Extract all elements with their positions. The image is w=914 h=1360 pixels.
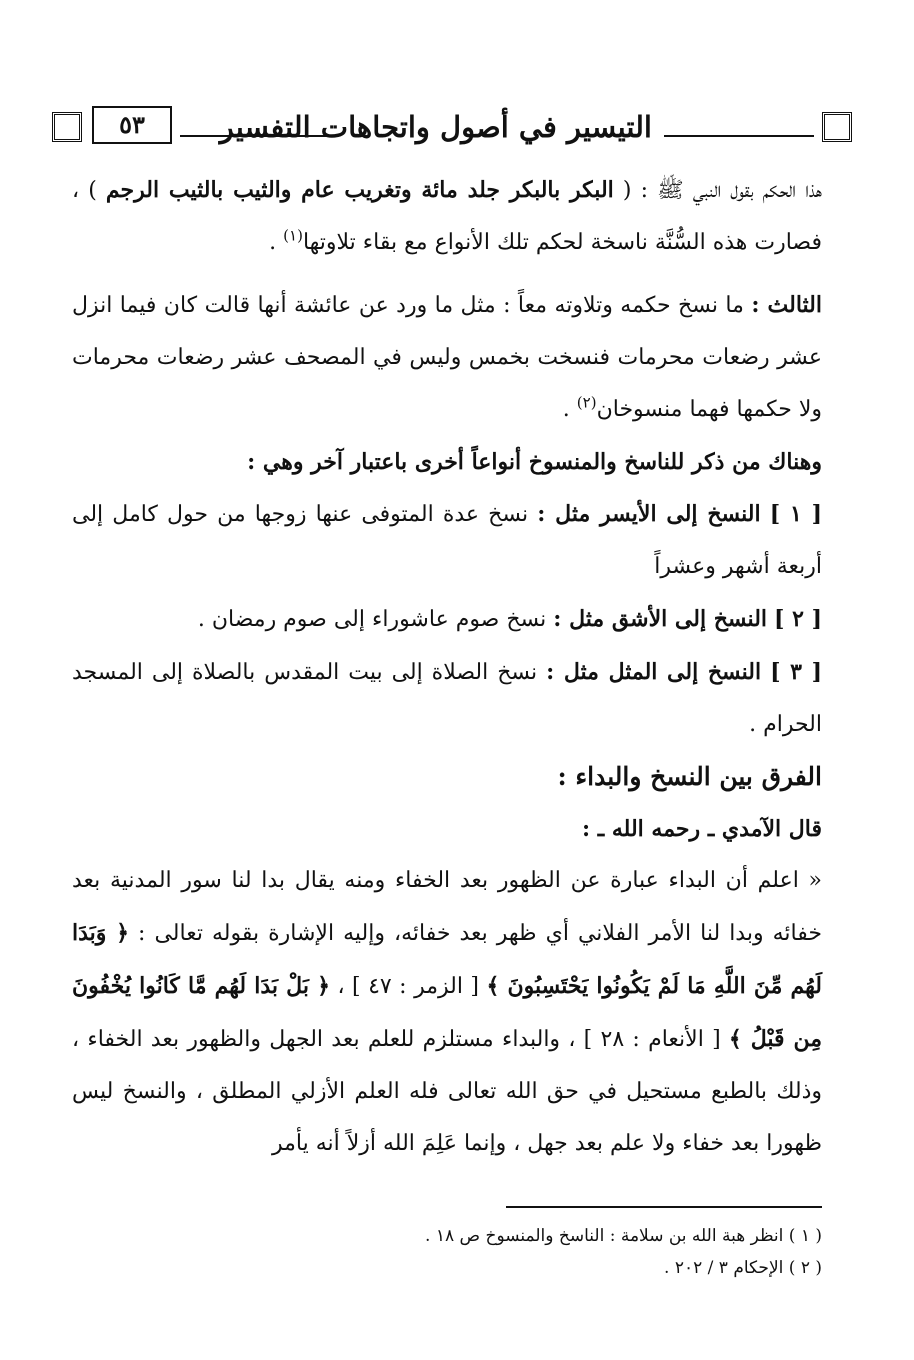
section-heading: الفرق بين النسخ والبداء : (557, 762, 822, 791)
intro-heading: وهناك من ذكر للناسخ والمنسوخ أنواعاً أخرى باعتبار آخر وهي : (247, 449, 822, 475)
list-item-2 (72, 593, 822, 646)
quote-attribution: قال الآمدي ـ رحمه الله ـ : (581, 816, 822, 842)
footnote-separator (506, 1206, 822, 1208)
footnote-1: ( ١ ) انظر هبة الله بن سلامة : الناسخ والمنسوخ ص ١٨ . (425, 1226, 822, 1246)
header-ornament-left (52, 112, 82, 142)
p3-text-b: [ الزمر : ٤٧ ] ، (329, 974, 487, 999)
quran-verse-2: ﴿ بَلْ بَدَا لَهُم مَّا كَانُوا يُخْفُونَ مِن قَبْلُ ﴾ (72, 973, 823, 1052)
page-number: ٥٣ (92, 106, 172, 144)
list-item-3 (72, 646, 822, 751)
footnotes (72, 1220, 822, 1284)
p2-end: . (562, 397, 577, 422)
quran-verse-1: ﴿ وَبَدَا لَهُم مِّنَ اللَّهِ مَا لَمْ يَكُونُوا يَحْتَسِبُونَ ﴾ (72, 920, 823, 999)
main-text (72, 164, 822, 1170)
item-2-text: نسخ صوم عاشوراء إلى صوم رمضان . (197, 607, 554, 632)
footnote-ref-2: (٢) (576, 393, 597, 412)
header-rule-right (664, 135, 814, 137)
paragraph-3 (72, 855, 822, 1170)
header-title: التيسير في أصول واتجاهات التفسير (219, 110, 652, 144)
footnote-ref-1: (١) (283, 226, 303, 245)
p1-hadith: البكر بالبكر جلد مائة وتغريب عام والثيب بالثيب الرجم (105, 177, 614, 203)
p3-text-a: « اعلم أن البداء عبارة عن الظهور بعد الخفاء ومنه يقال بدا لنا سور المدنية بعد خفائه وبدا لنا الأمر الفلاني أي ظهر بعد خفائه، وإليه الإشارة بقوله تعالى : (72, 868, 822, 946)
item-2-label: النسخ إلى الأشق مثل : (553, 606, 768, 632)
p3-text-c: [ الأنعام : ٢٨ ] ، والبداء مستلزم للعلم بعد الجهل والظهور بعد الخفاء ، وذلك بالطبع مستحيل في حق الله تعالى فله العلم الأزلي المطلق ، والنسخ ليس ظهورا بعد خفاء ولا علم بعد جهل ، وإنما عَلِمَ الله أزلاً أنه يأمر (72, 1027, 822, 1156)
item-2-number: [ ٢ ] (774, 606, 822, 632)
p1-text-a: هذا الحكم بقول النبي ﷺ : ( (613, 178, 822, 203)
p1-end: . (269, 230, 284, 255)
p1-text-c: ) ، فصارت هذه السُّنَّة ناسخة لحكم تلك الأنواع مع بقاء تلاوتها (72, 178, 822, 255)
list-item-1 (72, 488, 822, 593)
p2-text: ما نسخ حكمه وتلاوته معاً : مثل ما ورد عن عائشة أنها قالت كان فيما انزل عشر رضعات محرمات فنسخت بخمس وليس في المصحف عشر رضعات محرمات ولا حكمها فهما منسوخان (72, 293, 822, 422)
item-3-number: [ ٣ ] (770, 659, 822, 685)
p2-label: الثالث : (751, 292, 822, 318)
paragraph-1 (72, 164, 822, 269)
header-ornament-right (822, 112, 852, 142)
running-header (52, 96, 852, 146)
item-1-label: النسخ إلى الأيسر مثل : (537, 501, 761, 527)
item-1-text: نسخ عدة المتوفى عنها زوجها من حول كامل إلى أربعة أشهر وعشراً (72, 502, 822, 579)
header-rule-left (180, 135, 338, 137)
item-3-text: نسخ الصلاة إلى بيت المقدس بالصلاة إلى المسجد الحرام . (72, 660, 822, 737)
footnote-2: ( ٢ ) الإحكام ٣ / ٢٠٢ . (664, 1258, 822, 1278)
paragraph-2 (72, 279, 822, 436)
item-3-label: النسخ إلى المثل مثل : (546, 659, 762, 685)
item-1-number: [ ١ ] (769, 501, 822, 527)
